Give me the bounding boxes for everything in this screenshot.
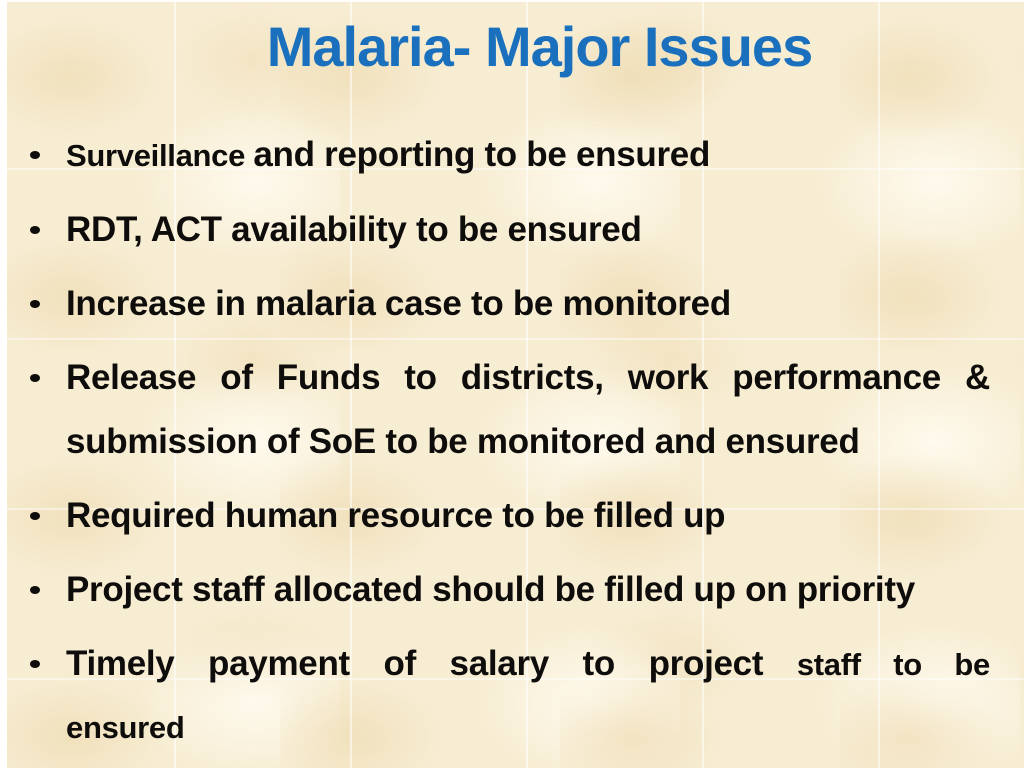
bullet-text-small: staff to be bbox=[796, 647, 990, 682]
bullet-item-surveillance bbox=[66, 123, 990, 188]
bullet-text: RDT, ACT availability to be ensured bbox=[66, 210, 642, 249]
bullet-line-2 bbox=[66, 410, 990, 474]
bullet-line-1 bbox=[66, 632, 990, 696]
bullet-text-small: ensured bbox=[66, 710, 185, 745]
bullet-dot-icon bbox=[30, 374, 40, 382]
bullet-item-timely-payment bbox=[66, 632, 990, 760]
top-margin-strip bbox=[0, 0, 1024, 2]
bullet-item-human-resource bbox=[66, 484, 990, 548]
bullet-dot-icon bbox=[30, 226, 40, 234]
bullet-text: submission of SoE to be monitored and ensured bbox=[66, 422, 860, 461]
bullet-line-1 bbox=[66, 346, 990, 410]
bullet-list bbox=[0, 123, 990, 768]
bullet-item-project-staff bbox=[66, 558, 990, 622]
slide-title: Malaria- Major Issues bbox=[266, 15, 813, 78]
bullet-dot-icon bbox=[30, 586, 40, 594]
bullet-item-rdt-act bbox=[66, 198, 990, 262]
bullet-dot-icon bbox=[30, 660, 40, 668]
bullet-text: and reporting to be ensured bbox=[253, 135, 711, 174]
bullet-dot-icon bbox=[30, 512, 40, 520]
left-margin-strip bbox=[0, 0, 7, 768]
bullet-text: Release of Funds to districts, work performance & bbox=[66, 358, 990, 397]
bullet-text-small: Surveillance bbox=[66, 138, 254, 173]
bullet-item-release-funds bbox=[66, 346, 990, 474]
bullet-dot-icon bbox=[30, 151, 40, 159]
bullet-text: Increase in malaria case to be monitored bbox=[66, 284, 731, 323]
bullet-text: Project staff allocated should be filled up on priority bbox=[66, 570, 915, 609]
bullet-text: Timely payment of salary to project bbox=[66, 644, 797, 683]
bullet-item-increase-cases bbox=[66, 272, 990, 336]
bullet-line-2 bbox=[66, 696, 990, 760]
bullet-dot-icon bbox=[30, 300, 40, 308]
bullet-text: Required human resource to be filled up bbox=[66, 496, 726, 535]
